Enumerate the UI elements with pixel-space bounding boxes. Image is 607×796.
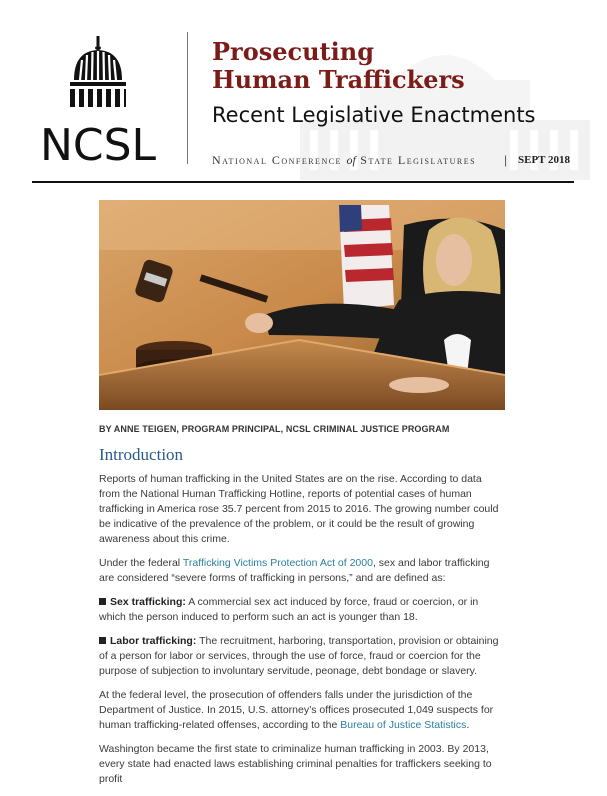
paragraph-3: At the federal level, the prosecution of offenders falls under the jurisdiction of the Department of Justice. In 2015, U.S. attorney’s offices prosecuted 1,049 suspects for human trafficking-related offenses, according to the Bureau of Justice Statistics. (99, 689, 494, 731)
document-title (212, 38, 465, 94)
square-bullet-icon (99, 598, 106, 605)
document-subtitle: Recent Legislative Enactments (212, 103, 536, 127)
author-byline: BY ANNE TEIGEN, PROGRAM PRINCIPAL, NCSL CRIMINAL JUSTICE PROGRAM (99, 424, 450, 434)
paragraph-2: Under the federal Trafficking Victims Protection Act of 2000, sex and labor trafficking are considered “severe forms of trafficking in persons,” and are defined as: (99, 557, 490, 584)
square-bullet-icon (99, 637, 106, 644)
tvpa-link[interactable]: Trafficking Victims Protection Act of 2000 (182, 557, 373, 569)
org-date-separator: | (504, 153, 508, 167)
bjs-link[interactable]: Bureau of Justice Statistics (340, 719, 467, 731)
logo-wordmark: NCSL (39, 120, 157, 171)
judge-gavel-photo (99, 200, 505, 410)
ncsl-logo (28, 36, 168, 171)
title-line-1: Prosecuting (212, 37, 374, 66)
publication-date: SEPT 2018 (518, 154, 571, 166)
header-rule (32, 181, 574, 183)
title-line-2: Human Traffickers (212, 65, 465, 94)
definition-sex-trafficking: Sex trafficking: A commercial sex act induced by force, fraud or coercion, or in which the person induced to perform such an act is younger than 18. (99, 596, 479, 623)
header-divider (187, 32, 188, 164)
paragraph-4: Washington became the first state to criminalize human trafficking in 2003. By 2013, every state had enacted laws establishing criminal penalties for traffickers seeking to profit (99, 743, 492, 785)
capitol-dome-icon (60, 36, 136, 116)
article-body (99, 472, 505, 796)
organization-name: National Conference of State Legislatures (212, 153, 477, 167)
section-heading-introduction: Introduction (99, 445, 184, 464)
paragraph-1: Reports of human trafficking in the United States are on the rise. According to data from the National Human Trafficking Hotline, reports of potential cases of human trafficking in America rose 35.7 percent from 2015 to 2016. The growing number could be indicative of the prevalence of the problem, or it could be the result of growing awareness about this crime. (99, 473, 499, 545)
definition-labor-trafficking: Labor trafficking: The recruitment, harboring, transportation, provision or obtaining of a person for labor or services, through the use of force, fraud or coercion for the purpose of subjection to involuntary servitude, peonage, debt bondage or slavery. (99, 635, 499, 677)
